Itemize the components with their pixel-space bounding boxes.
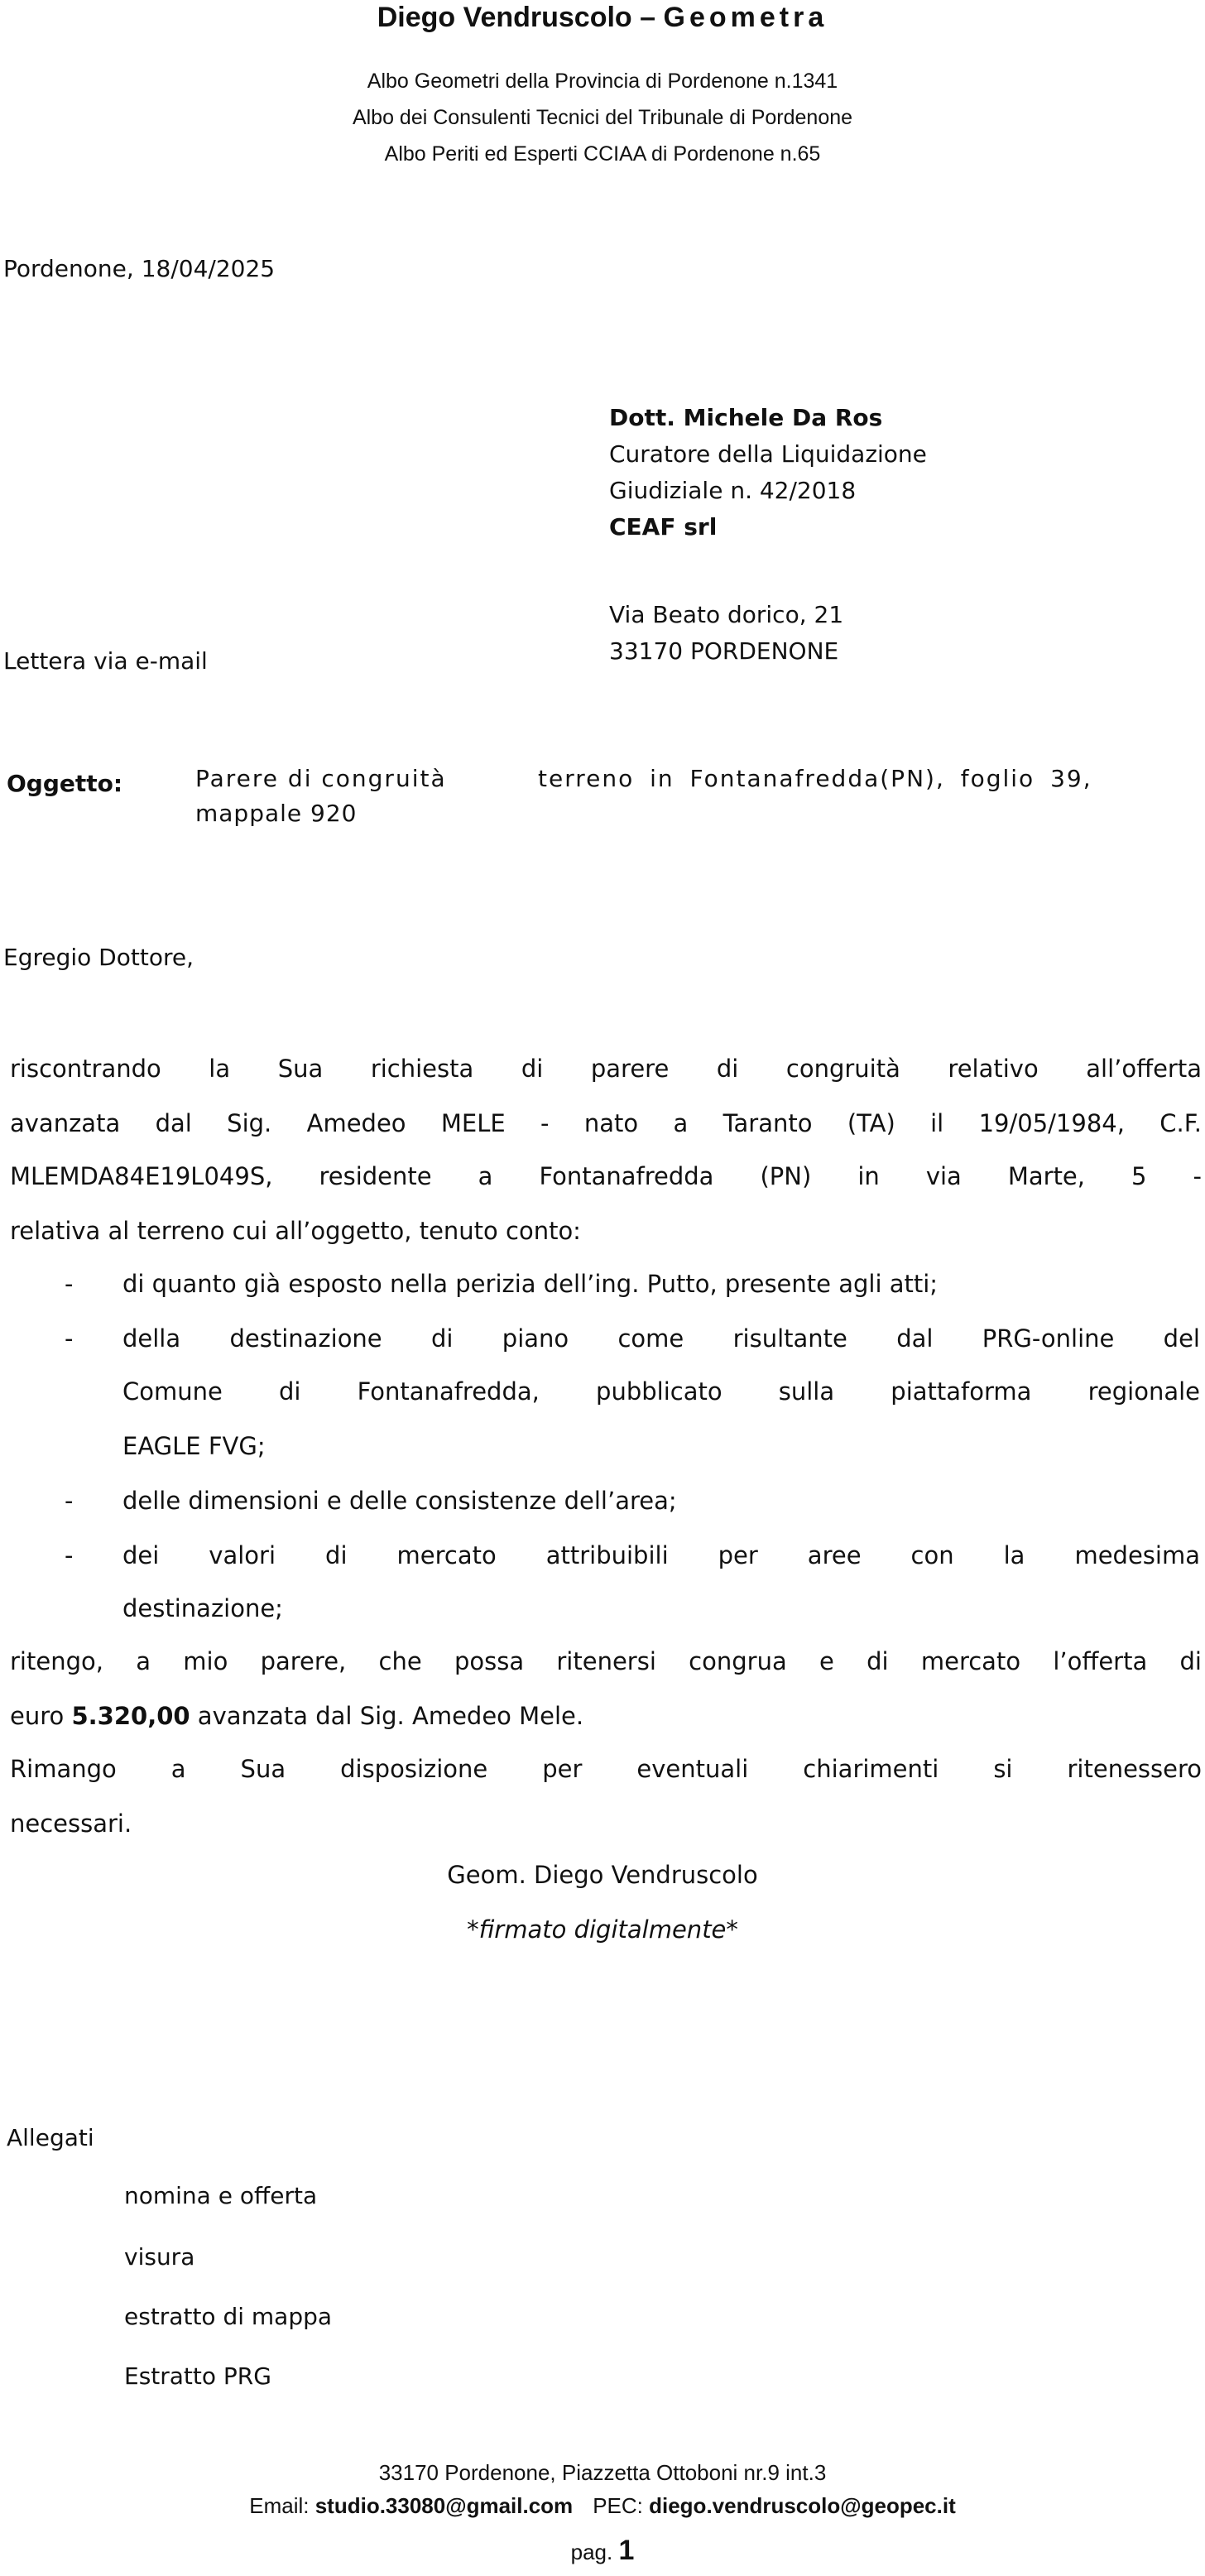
bullet-dash-3: - [65,1487,74,1515]
recipient-company: CEAF srl [609,513,718,541]
body-line-4: relativa al terreno cui all’oggetto, tenuto conto: [10,1217,581,1245]
page-number: 1 [618,2535,635,2566]
subject-line-1b: terreno in Fontanafredda(PN), foglio 39, [538,765,1092,792]
body-line-1: riscontrando la Sua richiesta di parere di congruità relativo all’offerta [10,1055,1202,1083]
footer-pec-label: PEC: [593,2493,650,2518]
attachments-label: Allegati [7,2124,94,2151]
body-line-2: avanzata dal Sig. Amedeo MELE - nato a Taranto (TA) il 19/05/1984, C.F. [10,1109,1202,1137]
bullet-2-line-3: EAGLE FVG; [122,1432,266,1460]
bullet-dash-1: - [65,1270,74,1298]
bullet-dash-4: - [65,1541,74,1569]
footer-address: 33170 Pordenone, Piazzetta Ottoboni nr.9 int.3 [378,2460,827,2485]
footer-email-label: Email: [249,2493,315,2518]
letterhead-name-line [0,2,1205,34]
closing-line-1: Rimango a Sua disposizione per eventuali chiarimenti si ritenessero [10,1755,1202,1783]
letterhead-separator: – [631,2,664,33]
recipient-city: 33170 PORDENONE [609,637,839,665]
salutation: Egregio Dottore, [3,944,194,971]
signature-note: *firmato digitalmente* [467,1915,738,1944]
bullet-4-line-1: dei valori di mercato attribuibili per aree con la medesima [122,1541,1200,1569]
bullet-2-line-2: Comune di Fontanafredda, pubblicato sulla piattaforma regionale [122,1377,1200,1406]
subject-label: Oggetto: [7,770,123,797]
registration-line-2: Albo dei Consulenti Tecnici del Tribunale di Pordenone [352,106,853,129]
recipient-street: Via Beato dorico, 21 [609,601,844,628]
signature-name: Geom. Diego Vendruscolo [447,1861,758,1889]
bullet-3-line-1: delle dimensioni e delle consistenze dell’area; [122,1487,677,1515]
attachment-item: nomina e offerta [124,2182,318,2209]
attachment-item: visura [124,2243,195,2271]
conclusion-line-2 [10,1702,583,1730]
bullet-2-line-1: della destinazione di piano come risultante dal PRG-online del [122,1324,1200,1353]
conclusion-suffix: avanzata dal Sig. Amedeo Mele. [190,1702,584,1730]
recipient-name: Dott. Michele Da Ros [609,404,883,431]
recipient-role-line-2: Giudiziale n. 42/2018 [609,477,857,504]
bullet-dash-2: - [65,1324,74,1353]
closing-line-2: necessari. [10,1809,132,1838]
bullet-1-line-1: di quanto già esposto nella perizia dell’ing. Putto, presente agli atti; [122,1270,939,1298]
bullet-4-line-2: destinazione; [122,1594,283,1622]
offer-amount: 5.320,00 [71,1702,190,1730]
registration-line-1: Albo Geometri della Provincia di Pordenone n.1341 [367,70,838,93]
registration-line-3: Albo Periti ed Esperti CCIAA di Pordenone n.65 [384,142,821,166]
body-line-3: MLEMDA84E19L049S, residente a Fontanafredda (PN) in via Marte, 5 - [10,1162,1202,1190]
footer-pec: diego.vendruscolo@geopec.it [649,2493,956,2518]
conclusion-prefix: euro [10,1702,72,1730]
page-label: pag. [570,2540,619,2564]
footer-email: studio.33080@gmail.com [314,2493,574,2518]
letterhead-name: Diego Vendruscolo [377,2,632,33]
recipient-role-line-1: Curatore della Liquidazione [609,440,927,468]
letterhead-profession: Geometra [663,2,828,33]
page-indicator [0,2535,1205,2567]
attachment-item: Estratto PRG [124,2362,271,2390]
place-date: Pordenone, 18/04/2025 [3,255,276,282]
conclusion-line-1: ritengo, a mio parere, che possa ritenersi congrua e di mercato l’offerta di [10,1647,1202,1675]
delivery-method: Lettera via e-mail [3,647,208,675]
subject-line-2: mappale 920 [195,800,358,827]
attachment-item: estratto di mappa [124,2303,333,2330]
subject-line-1a: Parere di congruità [195,765,447,792]
footer-contacts [0,2493,1205,2519]
